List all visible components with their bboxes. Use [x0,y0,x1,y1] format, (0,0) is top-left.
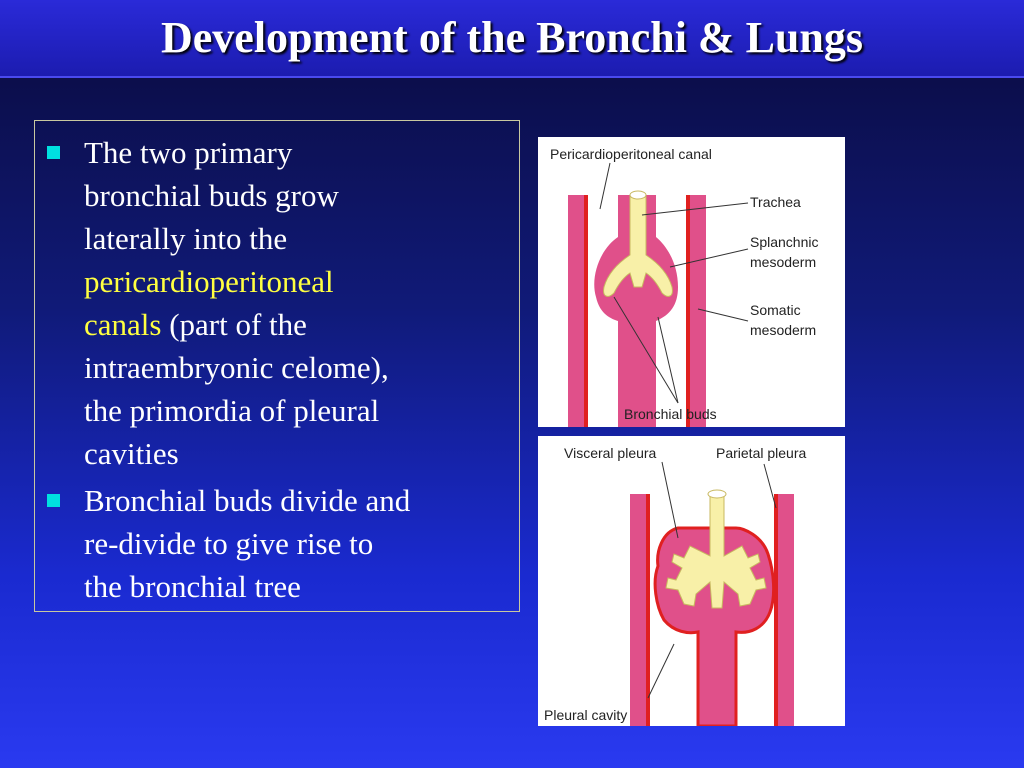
lung-bud-figure-bottom [538,436,845,726]
label-parietal-pleura: Parietal pleura [716,445,807,461]
bullet-2-line: the bronchial tree [84,569,301,604]
bullet-1-line: bronchial buds grow [84,178,339,213]
bullet-1-line: intraembryonic celome), [84,350,389,385]
label-somatic: Somatic [750,302,801,318]
bronchial-buds-diagram [538,137,845,427]
trachea-lumen [630,191,646,199]
slide-title: Development of the Bronchi & Lungs [161,13,863,62]
leader-line [658,317,678,403]
label-pleural-cavity: Pleural cavity [544,707,628,723]
bullet-2-text [84,479,514,608]
bullet-1-line: (part of the [161,307,307,342]
highlight-term: pericardioperitoneal [84,264,334,299]
left-body-wall [568,195,584,427]
right-wall-lining [686,195,690,427]
leader-line [600,163,610,209]
label-pericardioperitoneal-canal: Pericardioperitoneal canal [550,146,712,162]
label-splanchnic: Splanchnic [750,234,819,250]
title-bar [0,0,1024,78]
bullet-1-line: The two primary [84,135,293,170]
bullet-2-line: Bronchial buds divide and [84,483,411,518]
label-somatic-mesoderm: mesoderm [750,322,817,338]
label-splanchnic-mesoderm: mesoderm [750,254,817,270]
bullet-2-line: re-divide to give rise to [84,526,374,561]
bullet-1-line: cavities [84,436,179,471]
right-parietal-pleura [774,494,778,726]
label-trachea: Trachea [750,194,801,210]
lung-bud-figure-top [538,137,845,427]
left-parietal-pleura [646,494,650,726]
bullet-1-line: the primordia of pleural [84,393,380,428]
bullet-text-box [34,120,520,612]
leader-line [764,464,776,508]
right-body-wall [690,195,706,427]
leader-line [648,644,674,698]
label-bronchial-buds: Bronchial buds [624,406,717,422]
bullet-1-line: laterally into the [84,221,288,256]
bullet-1-text [84,131,514,475]
left-body-wall [630,494,646,726]
right-body-wall [778,494,794,726]
left-wall-lining [584,195,588,427]
leader-line [670,249,748,267]
trachea-lumen [708,490,726,498]
leader-line [662,462,678,538]
highlight-term: canals [84,307,162,342]
label-visceral-pleura: Visceral pleura [564,445,657,461]
bullet-marker-icon [47,146,60,159]
bullet-marker-icon [47,494,60,507]
pleura-diagram [538,436,845,726]
